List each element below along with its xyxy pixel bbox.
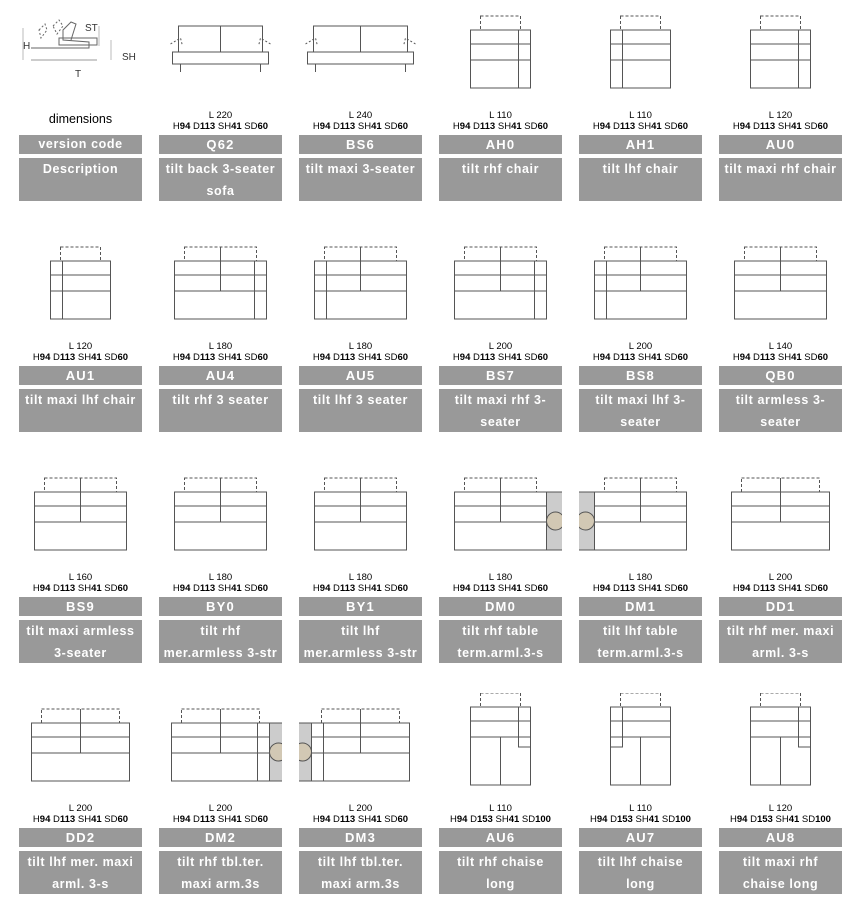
dimension-h: H94 bbox=[312, 814, 331, 825]
dimension-d: D113 bbox=[193, 583, 216, 594]
dimension-sh: SH41 bbox=[775, 814, 800, 825]
dimension-d: D113 bbox=[613, 121, 636, 132]
dimension-d: D113 bbox=[753, 121, 776, 132]
version-code: AU6 bbox=[439, 828, 562, 847]
dimensions-text bbox=[439, 803, 562, 825]
length-label: L 180 bbox=[488, 572, 513, 583]
dimension-sd: SD60 bbox=[244, 583, 269, 594]
dimension-sd: SD60 bbox=[244, 814, 269, 825]
dimension-sd: SD60 bbox=[384, 583, 409, 594]
dimension-h: H94 bbox=[592, 583, 611, 594]
dimension-values bbox=[299, 352, 422, 363]
version-code: AU5 bbox=[299, 366, 422, 385]
dimension-sd: SD60 bbox=[664, 583, 689, 594]
version-code: AH0 bbox=[439, 135, 562, 154]
length-label: L 200 bbox=[348, 803, 373, 814]
description-header: Description bbox=[19, 158, 142, 201]
dimensions-text bbox=[439, 110, 562, 132]
sofa-rhf-mer-maxi-icon bbox=[719, 462, 842, 556]
version-code: BS9 bbox=[19, 597, 142, 616]
dimension-d: D113 bbox=[193, 814, 216, 825]
dimension-values bbox=[299, 121, 422, 132]
dimensions-text bbox=[719, 110, 842, 132]
dimension-sd: SD60 bbox=[384, 352, 409, 363]
chair-rhf-icon bbox=[439, 0, 562, 94]
dimension-values bbox=[439, 583, 562, 594]
sofa-armless-icon bbox=[719, 231, 842, 325]
dimension-values bbox=[19, 352, 142, 363]
description: tilt rhf table term.arml.3-s bbox=[439, 620, 562, 663]
dimension-d: D113 bbox=[193, 121, 216, 132]
dimension-sh: SH41 bbox=[357, 814, 382, 825]
dimension-sh: SH41 bbox=[357, 352, 382, 363]
dimensions-text bbox=[159, 110, 282, 132]
length-label: L 180 bbox=[208, 572, 233, 583]
dimension-sh: SH41 bbox=[217, 583, 242, 594]
axis-label-sh: SH bbox=[122, 52, 136, 63]
length-label: L 180 bbox=[208, 341, 233, 352]
version-code: AU0 bbox=[719, 135, 842, 154]
dimension-h: H94 bbox=[732, 352, 751, 363]
description: tilt lhf 3 seater bbox=[299, 389, 422, 432]
version-code: BS7 bbox=[439, 366, 562, 385]
sofa-maxi-lhf-icon bbox=[579, 231, 702, 325]
description: tilt lhf tbl.ter. maxi arm.3s bbox=[299, 851, 422, 894]
dimension-sh: SH41 bbox=[777, 352, 802, 363]
axis-label-t: T bbox=[75, 69, 82, 80]
axis-label-h: H bbox=[23, 41, 31, 52]
dimension-h: H94 bbox=[452, 121, 471, 132]
dimension-sd: SD60 bbox=[524, 583, 549, 594]
dimension-h: H94 bbox=[730, 814, 748, 825]
sofa-rhf-icon bbox=[159, 231, 282, 325]
sofa-lhf-table-maxi-icon bbox=[299, 693, 422, 787]
length-label: L 110 bbox=[489, 803, 512, 814]
sofa-rhf-table-icon bbox=[439, 462, 562, 556]
length-label: L 140 bbox=[768, 341, 793, 352]
description: tilt maxi rhf chair bbox=[719, 158, 842, 201]
version-code: BS8 bbox=[579, 366, 702, 385]
dimension-h: H94 bbox=[732, 583, 751, 594]
dimension-d: D153 bbox=[750, 814, 773, 825]
dimension-d: D113 bbox=[473, 121, 496, 132]
description: tilt rhf chaise long bbox=[439, 851, 562, 894]
length-label: L 200 bbox=[208, 803, 233, 814]
dimension-values bbox=[439, 121, 562, 132]
description: tilt rhf chair bbox=[439, 158, 562, 201]
dimension-sd: SD60 bbox=[804, 121, 829, 132]
dimension-sh: SH41 bbox=[217, 352, 242, 363]
dimension-d: D113 bbox=[333, 352, 356, 363]
dimensions-text bbox=[19, 572, 142, 594]
version-code: BY1 bbox=[299, 597, 422, 616]
dimensions-text bbox=[159, 341, 282, 363]
chair-maxi-lhf-icon bbox=[19, 231, 142, 325]
sofa-maxi-armless-icon bbox=[19, 462, 142, 556]
dimension-sh: SH41 bbox=[635, 814, 660, 825]
length-label: L 160 bbox=[68, 572, 93, 583]
dimension-values bbox=[299, 814, 422, 825]
dimension-d: D113 bbox=[193, 352, 216, 363]
description: tilt rhf mer. maxi arml. 3-s bbox=[719, 620, 842, 663]
dimension-sh: SH41 bbox=[777, 583, 802, 594]
description: tilt maxi rhf chaise long bbox=[719, 851, 842, 894]
dimension-h: H94 bbox=[172, 352, 191, 363]
dimensions-text bbox=[299, 572, 422, 594]
dimension-d: D113 bbox=[753, 352, 776, 363]
version-code: DD1 bbox=[719, 597, 842, 616]
dimension-h: H94 bbox=[32, 352, 51, 363]
dimension-values bbox=[579, 583, 702, 594]
side-profile-icon bbox=[19, 0, 142, 94]
sofa-rhf-table-maxi-icon bbox=[159, 693, 282, 787]
dimension-h: H94 bbox=[32, 583, 51, 594]
version-code: BS6 bbox=[299, 135, 422, 154]
dimension-d: D113 bbox=[333, 121, 356, 132]
dimension-h: H94 bbox=[172, 583, 191, 594]
dimension-h: H94 bbox=[450, 814, 468, 825]
description: tilt maxi lhf 3- seater bbox=[579, 389, 702, 432]
dimension-values bbox=[159, 583, 282, 594]
version-code: AU1 bbox=[19, 366, 142, 385]
version-code: AU7 bbox=[579, 828, 702, 847]
dimension-values bbox=[159, 814, 282, 825]
length-label: L 220 bbox=[208, 110, 233, 121]
dimension-h: H94 bbox=[312, 121, 331, 132]
dimension-d: D113 bbox=[333, 583, 356, 594]
sofa-lhf-table-icon bbox=[579, 462, 702, 556]
description: tilt armless 3- seater bbox=[719, 389, 842, 432]
dimensions-text bbox=[299, 803, 422, 825]
dimensions-text bbox=[579, 341, 702, 363]
dimension-sh: SH41 bbox=[357, 121, 382, 132]
version-code: DM0 bbox=[439, 597, 562, 616]
dimension-values bbox=[19, 583, 142, 594]
dimensions-text bbox=[299, 341, 422, 363]
dimensions-text bbox=[439, 341, 562, 363]
dimension-values bbox=[159, 352, 282, 363]
dimension-h: H94 bbox=[172, 121, 191, 132]
dimensions-text bbox=[159, 803, 282, 825]
dimension-d: D113 bbox=[53, 583, 76, 594]
description: tilt rhf 3 seater bbox=[159, 389, 282, 432]
dimension-d: D113 bbox=[53, 352, 76, 363]
dimension-values bbox=[299, 583, 422, 594]
dimension-sd: SD60 bbox=[664, 121, 689, 132]
dimension-sd: SD60 bbox=[244, 352, 269, 363]
dimension-values bbox=[439, 352, 562, 363]
dimensions-text bbox=[719, 803, 842, 825]
dimension-d: D113 bbox=[333, 814, 356, 825]
sofa-front-view-icon bbox=[159, 0, 282, 94]
dimension-sh: SH41 bbox=[77, 352, 102, 363]
dimension-h: H94 bbox=[452, 352, 471, 363]
length-label: L 110 bbox=[629, 110, 652, 121]
sofa-rhf-armless-icon bbox=[159, 462, 282, 556]
dimension-sd: SD60 bbox=[524, 121, 549, 132]
dimensions-text bbox=[579, 110, 702, 132]
chaise-lhf-icon bbox=[579, 693, 702, 787]
dimension-h: H94 bbox=[312, 583, 331, 594]
length-label: L 120 bbox=[68, 341, 93, 352]
sofa-lhf-mer-maxi-icon bbox=[19, 693, 142, 787]
dimension-h: H94 bbox=[452, 583, 471, 594]
description: tilt lhf chaise long bbox=[579, 851, 702, 894]
dimension-sh: SH41 bbox=[217, 814, 242, 825]
dimension-h: H94 bbox=[592, 121, 611, 132]
dimension-h: H94 bbox=[732, 121, 751, 132]
dimensions-text bbox=[719, 572, 842, 594]
dimensions-text bbox=[439, 572, 562, 594]
length-label: L 180 bbox=[628, 572, 653, 583]
dimension-sd: SD100 bbox=[661, 814, 691, 825]
dimensions-label: dimensions bbox=[48, 112, 113, 126]
dimension-h: H94 bbox=[172, 814, 191, 825]
sofa-lhf-armless-icon bbox=[299, 462, 422, 556]
dimension-sh: SH41 bbox=[777, 121, 802, 132]
dimension-sd: SD60 bbox=[384, 121, 409, 132]
dimension-h: H94 bbox=[592, 352, 611, 363]
length-label: L 200 bbox=[68, 803, 93, 814]
length-label: L 200 bbox=[628, 341, 653, 352]
length-label: L 200 bbox=[768, 572, 793, 583]
dimension-sd: SD60 bbox=[384, 814, 409, 825]
length-label: L 110 bbox=[489, 110, 512, 121]
sofa-lhf-icon bbox=[299, 231, 422, 325]
dimension-sh: SH41 bbox=[637, 121, 662, 132]
axis-label-st: ST bbox=[85, 23, 98, 34]
length-label: L 200 bbox=[488, 341, 513, 352]
dimension-values bbox=[719, 121, 842, 132]
sofa-front-view-wide-icon bbox=[299, 0, 422, 94]
dimension-sh: SH41 bbox=[77, 814, 102, 825]
description: tilt lhf chair bbox=[579, 158, 702, 201]
dimension-sh: SH41 bbox=[77, 583, 102, 594]
dimension-sd: SD60 bbox=[664, 352, 689, 363]
dimension-d: D153 bbox=[470, 814, 493, 825]
dimensions-text bbox=[579, 572, 702, 594]
version-code-header: version code bbox=[19, 135, 142, 154]
dimension-values bbox=[579, 814, 702, 825]
dimensions-text bbox=[299, 110, 422, 132]
description: tilt lhf mer.armless 3-str bbox=[299, 620, 422, 663]
description: tilt lhf table term.arml.3-s bbox=[579, 620, 702, 663]
dimension-d: D113 bbox=[473, 352, 496, 363]
length-label: L 120 bbox=[768, 110, 793, 121]
dimension-sh: SH41 bbox=[495, 814, 520, 825]
description: tilt back 3-seater sofa bbox=[159, 158, 282, 201]
dimensions-text bbox=[719, 341, 842, 363]
dimensions-text bbox=[159, 572, 282, 594]
version-code: BY0 bbox=[159, 597, 282, 616]
dimension-values bbox=[19, 814, 142, 825]
version-code: QB0 bbox=[719, 366, 842, 385]
length-label: L 110 bbox=[629, 803, 652, 814]
dimension-sh: SH41 bbox=[497, 583, 522, 594]
dimension-diagram bbox=[19, 0, 142, 94]
dimension-d: D113 bbox=[753, 583, 776, 594]
dimensions-text bbox=[19, 803, 142, 825]
dimensions-text bbox=[19, 341, 142, 363]
description: tilt maxi lhf chair bbox=[19, 389, 142, 432]
version-code: AU4 bbox=[159, 366, 282, 385]
description: tilt maxi armless 3-seater bbox=[19, 620, 142, 663]
version-code: DM1 bbox=[579, 597, 702, 616]
dimensions-text bbox=[579, 803, 702, 825]
version-code: DM2 bbox=[159, 828, 282, 847]
version-code: AH1 bbox=[579, 135, 702, 154]
sofa-maxi-rhf-icon bbox=[439, 231, 562, 325]
version-code: DD2 bbox=[19, 828, 142, 847]
description: tilt maxi 3-seater bbox=[299, 158, 422, 201]
dimension-values bbox=[439, 814, 562, 825]
dimension-d: D153 bbox=[610, 814, 633, 825]
dimension-values bbox=[159, 121, 282, 132]
dimension-sh: SH41 bbox=[497, 121, 522, 132]
dimension-sh: SH41 bbox=[637, 583, 662, 594]
dimension-sd: SD60 bbox=[524, 352, 549, 363]
length-label: L 240 bbox=[348, 110, 373, 121]
dimension-values bbox=[579, 352, 702, 363]
dimension-sd: SD100 bbox=[521, 814, 551, 825]
dimension-sd: SD60 bbox=[104, 352, 129, 363]
dimension-sd: SD60 bbox=[804, 583, 829, 594]
chair-maxi-rhf-icon bbox=[719, 0, 842, 94]
dimension-sh: SH41 bbox=[497, 352, 522, 363]
dimension-h: H94 bbox=[312, 352, 331, 363]
dimension-sh: SH41 bbox=[217, 121, 242, 132]
dimension-h: H94 bbox=[32, 814, 51, 825]
dimension-values bbox=[719, 814, 842, 825]
chaise-rhf-icon bbox=[439, 693, 562, 787]
dimension-d: D113 bbox=[53, 814, 76, 825]
length-label: L 180 bbox=[348, 572, 373, 583]
description: tilt lhf mer. maxi arml. 3-s bbox=[19, 851, 142, 894]
dimension-sd: SD60 bbox=[244, 121, 269, 132]
dimension-d: D113 bbox=[613, 352, 636, 363]
dimension-sd: SD60 bbox=[804, 352, 829, 363]
dimension-d: D113 bbox=[473, 583, 496, 594]
length-label: L 120 bbox=[768, 803, 793, 814]
dimension-sd: SD60 bbox=[104, 583, 129, 594]
chair-lhf-icon bbox=[579, 0, 702, 94]
dimension-d: D113 bbox=[613, 583, 636, 594]
dimension-values bbox=[719, 352, 842, 363]
version-code: DM3 bbox=[299, 828, 422, 847]
dimension-sh: SH41 bbox=[637, 352, 662, 363]
length-label: L 180 bbox=[348, 341, 373, 352]
version-code: Q62 bbox=[159, 135, 282, 154]
dimension-values bbox=[579, 121, 702, 132]
dimension-values bbox=[719, 583, 842, 594]
description: tilt rhf mer.armless 3-str bbox=[159, 620, 282, 663]
dimension-sh: SH41 bbox=[357, 583, 382, 594]
dimension-sd: SD60 bbox=[104, 814, 129, 825]
description: tilt rhf tbl.ter. maxi arm.3s bbox=[159, 851, 282, 894]
version-code: AU8 bbox=[719, 828, 842, 847]
dimension-h: H94 bbox=[590, 814, 608, 825]
description: tilt maxi rhf 3- seater bbox=[439, 389, 562, 432]
dimension-sd: SD100 bbox=[801, 814, 831, 825]
chaise-maxi-rhf-icon bbox=[719, 693, 842, 787]
